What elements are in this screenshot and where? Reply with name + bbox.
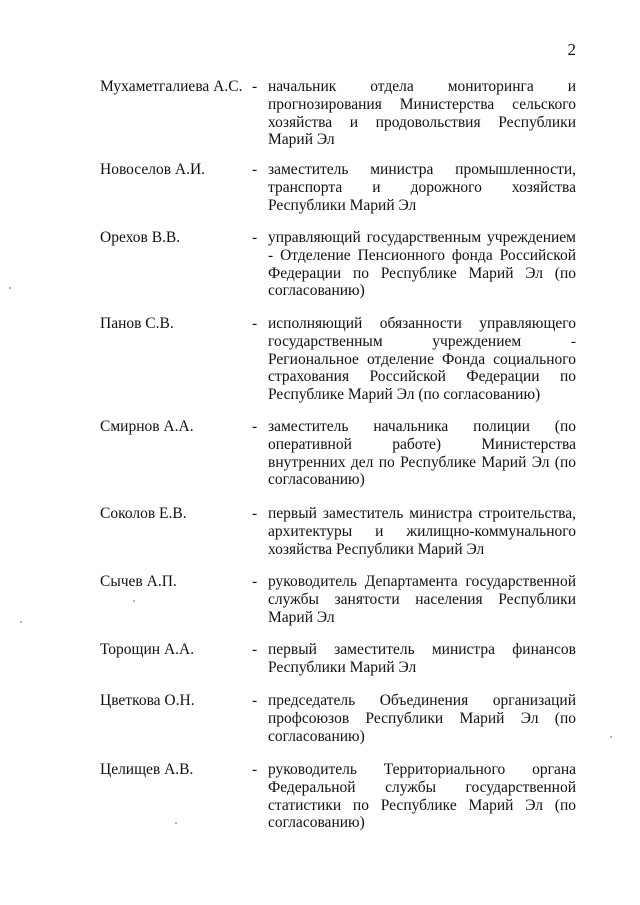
position-description: начальник отдела мониторинга и прогнозирования Министерства сельского хозяйства и продовольствия Республики Марий Эл [268,78,576,149]
dash: - [252,161,258,178]
dash: - [252,761,258,778]
dash: - [252,641,258,658]
person-name: Торощин А.А. [100,641,195,658]
position-description: руководитель Территориального органа Федеральной службы государственной статистики по Республике Марий Эл (по согласованию) [268,761,576,832]
list-item [100,692,576,745]
position-description: управляющий государственным учреждением - Отделение Пенсионного фонда Российской Федерации по Республике Марий Эл (по согласованию) [268,229,576,300]
position-description: первый заместитель министра финансов Республики Марий Эл [268,641,576,676]
list-item [100,229,576,300]
person-name: Сычев А.П. [100,573,177,590]
dash: - [252,573,258,590]
person-name: Орехов В.В. [100,229,181,246]
dash: - [252,229,258,246]
dash: - [252,78,258,95]
scan-speck [175,822,177,824]
dash: - [252,418,258,435]
person-name: Панов С.В. [100,315,174,332]
position-description: исполняющий обязанности управляющего государственным учреждением - Региональное отделение Фонда социального страхования Российской Федерации по Республике Марий Эл (по согласованию) [268,315,576,404]
person-name: Цветкова О.Н. [100,692,195,709]
person-name: Новоселов А.И. [100,161,206,178]
dash: - [252,692,258,709]
list-item [100,315,576,404]
scan-speck [9,287,11,289]
list-item [100,78,576,149]
position-description: первый заместитель министра строительства, архитектуры и жилищно-коммунального хозяйства Республики Марий Эл [268,505,576,558]
scan-speck [20,621,22,623]
position-description: председатель Объединения организаций профсоюзов Республики Марий Эл (по согласованию) [268,692,576,745]
position-description: руководитель Департамента государственной службы занятости населения Республики Марий Эл [268,573,576,626]
list-item [100,161,576,214]
list-item [100,761,576,832]
scan-speck [610,736,612,738]
page-number: 2 [567,40,576,59]
position-description: заместитель министра промышленности, транспорта и дорожного хозяйства Республики Марий Эл [268,161,576,214]
list-item [100,641,576,677]
dash: - [252,505,258,522]
person-name: Смирнов А.А. [100,418,194,435]
person-name: Мухаметгалиева А.С. [100,78,243,95]
dash: - [252,315,258,332]
position-description: заместитель начальника полиции (по оперативной работе) Министерства внутренних дел по Республике Марий Эл (по согласованию) [268,418,576,489]
list-item [100,505,576,558]
list-item [100,418,576,489]
person-name: Целищев А.В. [100,761,194,778]
list-item [100,573,576,626]
person-name: Соколов Е.В. [100,505,187,522]
scan-speck [133,600,135,602]
